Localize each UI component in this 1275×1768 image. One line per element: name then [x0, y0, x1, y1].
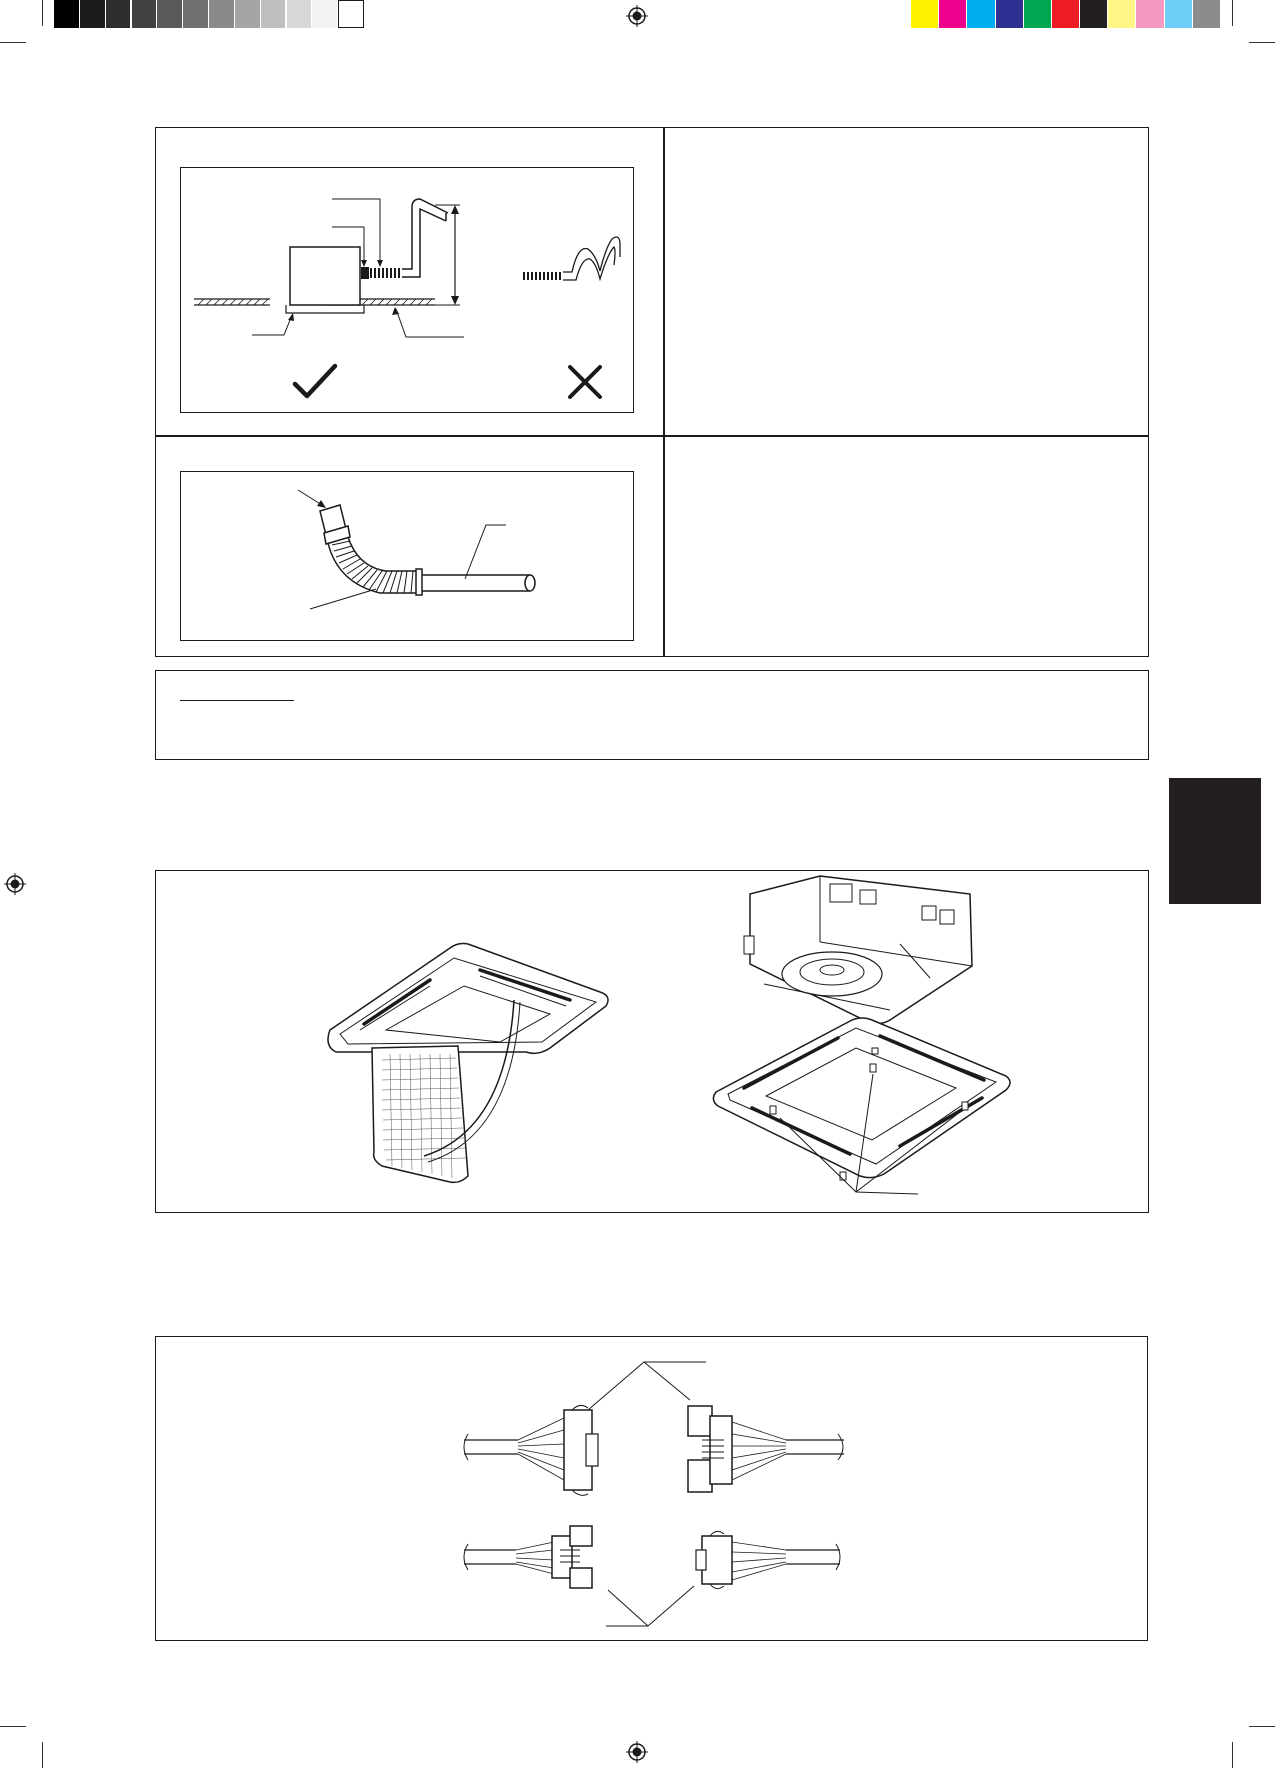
calibration-swatch	[54, 0, 80, 28]
connector-wiring-drawing	[440, 1354, 870, 1634]
calibration-swatch	[80, 0, 106, 28]
crop-mark-bottom-right-h	[1249, 1726, 1275, 1727]
registration-mark-top-icon	[626, 5, 648, 27]
table-column-divider	[663, 127, 665, 657]
calibration-swatch	[1136, 0, 1164, 28]
check-mark-icon	[292, 362, 338, 400]
calibration-swatch	[235, 0, 261, 28]
calibration-swatch	[338, 0, 364, 28]
calibration-swatch	[939, 0, 967, 28]
crop-mark-top-right-h	[1249, 42, 1275, 43]
note-box	[155, 670, 1149, 760]
calibration-swatch	[287, 0, 313, 28]
calibration-swatch	[996, 0, 1024, 28]
calibration-swatch	[1080, 0, 1108, 28]
panel-grille-open-drawing	[300, 930, 620, 1190]
calibration-swatch	[209, 0, 235, 28]
calibration-swatch	[132, 0, 158, 28]
calibration-swatch	[261, 0, 287, 28]
crop-mark-top-right-v	[1232, 0, 1233, 26]
calibration-swatch	[967, 0, 995, 28]
section-side-tab	[1169, 778, 1261, 904]
registration-mark-bottom-icon	[626, 1741, 648, 1763]
calibration-swatch	[1193, 0, 1221, 28]
calibration-swatch	[1052, 0, 1080, 28]
calibration-swatch	[157, 0, 183, 28]
calibration-swatch	[1108, 0, 1136, 28]
cross-mark-icon	[567, 364, 603, 400]
drain-hose-routing-drawing	[180, 167, 634, 413]
crop-mark-top-left-v	[42, 0, 43, 26]
calibration-swatch	[106, 0, 132, 28]
unit-and-panel-drawing	[700, 874, 1030, 1204]
registration-mark-left-icon	[4, 873, 26, 895]
crop-mark-bottom-left-v	[42, 1742, 43, 1768]
table-row-divider	[155, 435, 1149, 437]
crop-mark-top-left-h	[0, 42, 26, 43]
drain-hose-socket-drawing	[180, 471, 634, 641]
calibration-swatch	[183, 0, 209, 28]
note-heading	[180, 686, 294, 701]
crop-mark-bottom-right-v	[1232, 1742, 1233, 1768]
crop-mark-bottom-left-h	[0, 1726, 26, 1727]
grayscale-calibration-bar	[54, 0, 364, 28]
calibration-swatch	[1024, 0, 1052, 28]
calibration-swatch	[911, 0, 939, 28]
calibration-swatch	[1165, 0, 1193, 28]
calibration-swatch	[312, 0, 338, 28]
color-calibration-bar	[911, 0, 1221, 28]
